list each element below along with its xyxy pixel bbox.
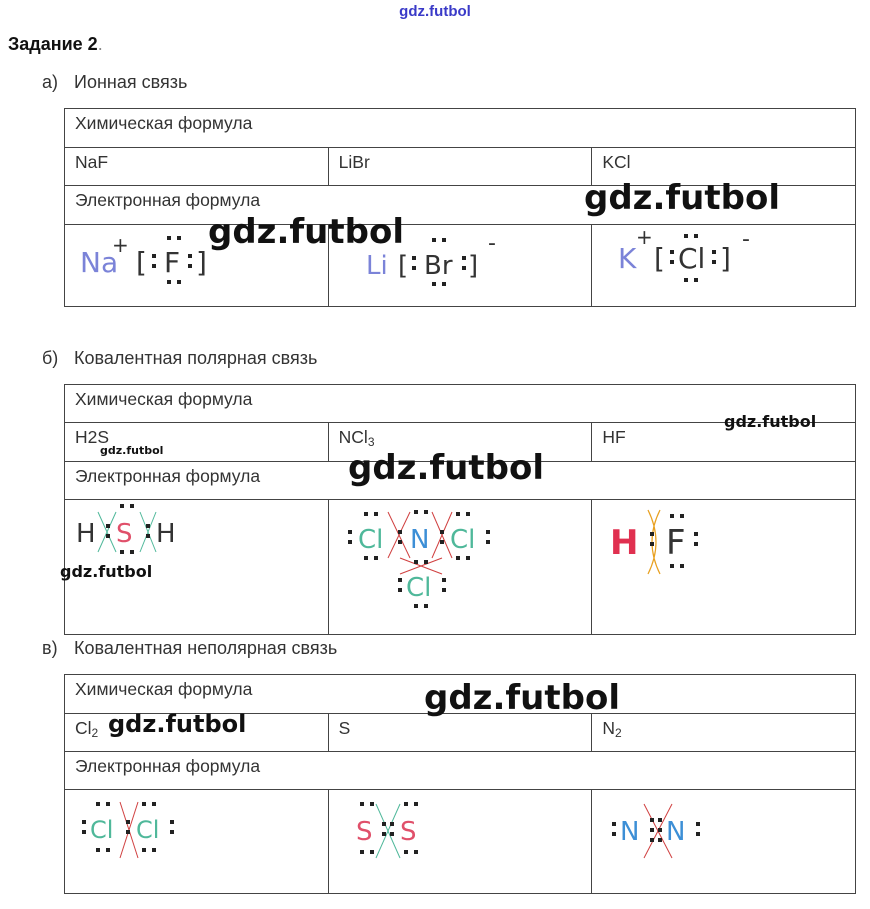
h2s-atom-h2: H xyxy=(156,519,176,549)
watermark-b-3: gdz.futbol xyxy=(348,448,544,488)
section-c-formula-3 xyxy=(592,714,856,752)
section-a-formula-2: LiBr xyxy=(328,148,592,186)
naf-cation-charge: + xyxy=(112,233,129,257)
section-b-formula-1: H2S xyxy=(65,423,329,462)
hf-atom-h: H xyxy=(610,523,639,563)
task-title-dot: . xyxy=(97,34,103,54)
section-c-header: Химическая формула xyxy=(65,675,856,714)
section-a-formula-1: NaF xyxy=(65,148,329,186)
hf-electron-formula xyxy=(608,508,718,578)
section-b-header: Химическая формула xyxy=(65,385,856,423)
ncl3-formula-base: NCl xyxy=(338,427,368,447)
n2-atom-2: N xyxy=(666,817,686,847)
ncl3-atom-cl-left: Cl xyxy=(358,525,384,555)
h2s-atom-h1: H xyxy=(76,519,96,549)
libr-bracket-left: [ xyxy=(398,251,409,281)
kcl-bracket-left: [ xyxy=(654,242,665,275)
task-title-text: Задание 2 xyxy=(8,34,98,54)
section-c-formula-2: S xyxy=(328,714,592,752)
kcl-cation-charge: + xyxy=(636,225,653,249)
ncl3-atom-n: N xyxy=(410,525,430,555)
libr-bracket-right: ] xyxy=(468,251,479,281)
watermark-b-2: gdz.futbol xyxy=(100,444,164,457)
ncl3-atom-cl-bottom: Cl xyxy=(406,573,432,603)
section-a-letter: а) xyxy=(42,72,59,92)
watermark-b-1: gdz.futbol xyxy=(724,412,817,431)
h2s-atom-s: S xyxy=(116,519,133,549)
ncl3-formula-subscript: 3 xyxy=(367,435,375,449)
section-b-heading xyxy=(42,348,317,369)
top-watermark: gdz.futbol xyxy=(399,3,471,20)
section-b-letter: б) xyxy=(42,348,59,368)
hf-atom-f: F xyxy=(666,523,686,563)
section-a-electron-header: Электронная формула xyxy=(65,186,856,225)
kcl-cation: K xyxy=(618,242,637,275)
naf-electron-formula xyxy=(76,232,226,292)
cl2-formula-base: Cl xyxy=(75,718,92,738)
watermark-a-2: gdz.futbol xyxy=(584,178,780,218)
n2-atom-1: N xyxy=(620,817,640,847)
section-b-electron-header: Электронная формула xyxy=(65,462,856,500)
naf-cation: Na xyxy=(80,246,119,279)
section-b-title: Ковалентная полярная связь xyxy=(74,348,318,368)
watermark-b-4: gdz.futbol xyxy=(60,562,153,581)
libr-anion-charge: - xyxy=(488,231,496,256)
section-c-heading xyxy=(42,638,337,659)
libr-anion: Br xyxy=(424,251,453,281)
kcl-electron-formula xyxy=(616,226,776,292)
n2-electron-formula xyxy=(610,800,720,862)
section-b-formula-3: HF xyxy=(592,423,856,462)
ss-bond-cross xyxy=(376,804,400,858)
cl2-electron-formula xyxy=(78,800,188,862)
section-a-header: Химическая формула xyxy=(65,109,856,148)
section-c-title: Ковалентная неполярная связь xyxy=(74,638,338,658)
kcl-anion-charge: - xyxy=(742,227,750,252)
cl2-formula-subscript: 2 xyxy=(91,726,99,740)
naf-bracket-right: ] xyxy=(196,246,207,279)
watermark-a-1: gdz.futbol xyxy=(208,212,404,252)
ss-atom-2: S xyxy=(400,817,417,847)
watermark-c-2: gdz.futbol xyxy=(108,710,247,738)
ncl3-electron-formula xyxy=(344,506,504,616)
ncl3-atom-cl-right: Cl xyxy=(450,525,476,555)
ss-electron-formula xyxy=(352,800,462,862)
h2s-electron-formula xyxy=(74,502,194,562)
kcl-bracket-right: ] xyxy=(720,242,731,275)
task-title xyxy=(8,34,103,55)
section-c-letter: в) xyxy=(42,638,58,658)
n2-formula-subscript: 2 xyxy=(614,726,622,740)
cl2-atom-1: Cl xyxy=(90,816,114,844)
section-a-heading xyxy=(42,72,187,93)
ss-atom-1: S xyxy=(356,817,373,847)
cl2-atom-2: Cl xyxy=(136,816,160,844)
naf-anion: F xyxy=(164,246,181,279)
naf-bracket-left: [ xyxy=(136,246,147,279)
libr-cation: Li xyxy=(366,251,388,281)
watermark-c-1: gdz.futbol xyxy=(424,678,620,718)
section-c-electron-header: Электронная формула xyxy=(65,752,856,790)
n2-formula-base: N xyxy=(602,718,615,738)
section-a-formula-3: KCl xyxy=(592,148,856,186)
section-a-title: Ионная связь xyxy=(74,72,188,92)
kcl-anion: Cl xyxy=(678,242,706,275)
